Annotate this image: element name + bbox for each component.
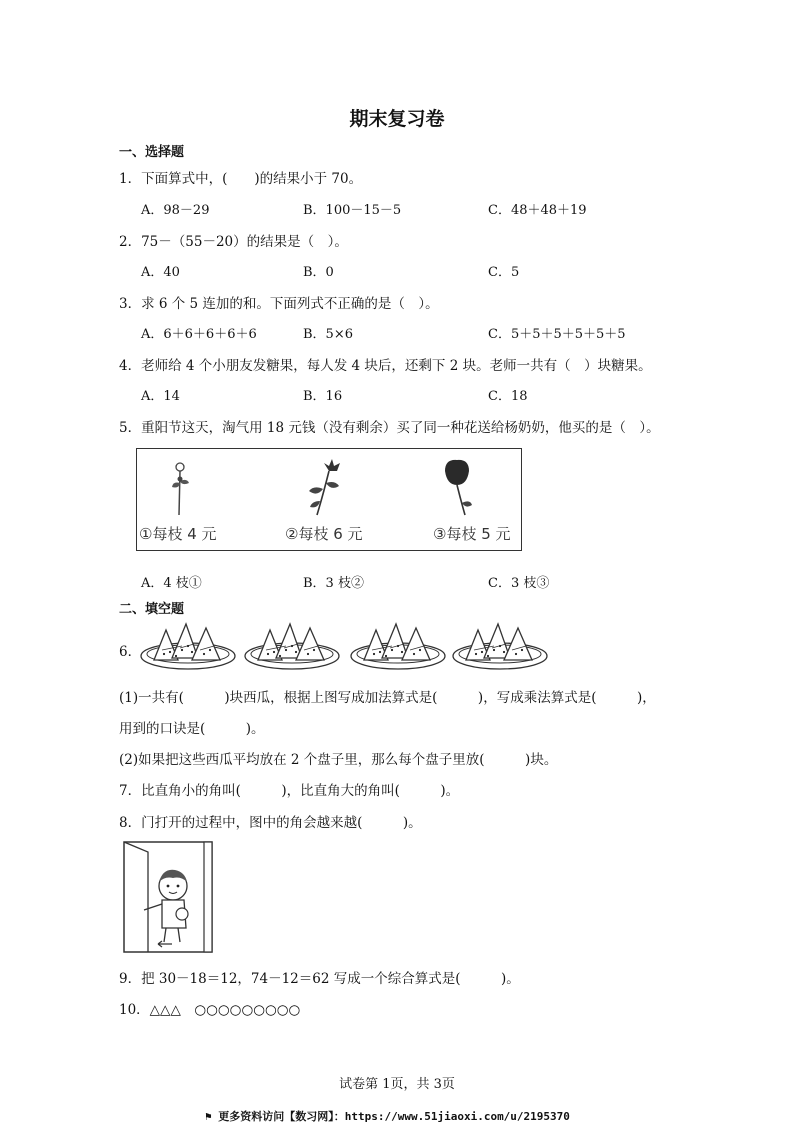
- watermelon-plates-figure: [140, 614, 560, 674]
- q5-option-a: A．4 枝①: [141, 576, 202, 591]
- flower-price-figure: [136, 448, 522, 551]
- flower-1-icon: [165, 459, 195, 517]
- question-5: 5．重阳节这天，淘气用 18 元钱（没有剩余）买了同一种花送给杨奶奶，他买的是（ ）。: [119, 420, 660, 436]
- flower-3-price-label: ③每枝 5 元: [433, 525, 511, 543]
- q2-option-c: C．5: [488, 265, 520, 280]
- flower-2-icon: [305, 457, 345, 517]
- q4-option-c: C．18: [488, 389, 528, 404]
- question-3: 3．求 6 个 5 连加的和。下面列式不正确的是（ ）。: [119, 296, 439, 312]
- question-4: 4．老师给 4 个小朋友发糖果，每人发 4 块后，还剩下 2 块。老师一共有（ ）块糖果。: [119, 358, 652, 374]
- question-10: 10．△△△ ○○○○○○○○○: [119, 1002, 301, 1018]
- watermelon-plate-3: [351, 624, 445, 669]
- watermelon-plate-2: [245, 624, 339, 669]
- q2-option-a: A．40: [141, 265, 180, 280]
- flower-3-icon: [439, 457, 475, 517]
- section-fill-heading: 二、填空题: [119, 602, 185, 617]
- section-choice-heading: 一、选择题: [119, 145, 185, 160]
- page-title: 期末复习卷: [349, 108, 445, 130]
- question-6-number: 6．: [119, 644, 142, 660]
- door-figure: [118, 838, 218, 956]
- question-8: 8．门打开的过程中，图中的角会越来越( )。: [119, 815, 422, 831]
- question-1: 1．下面算式中，( )的结果小于 70。: [119, 171, 363, 187]
- q3-option-c: C．5＋5＋5＋5＋5＋5: [488, 327, 626, 342]
- page-number-footer: 试卷第 1页，共 3页: [339, 1077, 455, 1092]
- q5-option-c: C．3 枝③: [488, 576, 550, 591]
- question-2: 2．75－（55－20）的结果是（ ）。: [119, 234, 348, 250]
- q3-option-a: A．6＋6＋6＋6＋6: [141, 327, 257, 342]
- q6-part2: (2)如果把这些西瓜平均放在 2 个盘子里，那么每个盘子里放( )块。: [119, 752, 558, 768]
- q4-option-a: A．14: [141, 389, 180, 404]
- watermelon-plate-4: [453, 624, 547, 669]
- question-7: 7．比直角小的角叫( )，比直角大的角叫( )。: [119, 783, 460, 799]
- question-9: 9．把 30－18＝12，74－12＝62 写成一个综合算式是( )。: [119, 971, 520, 987]
- q6-part1-line1: (1)一共有( )块西瓜，根据上图写成加法算式是( )，写成乘法算式是( )，: [119, 690, 656, 706]
- watermelon-plate-1: [141, 624, 235, 669]
- q5-option-b: B．3 枝②: [303, 576, 364, 591]
- q1-option-a: A．98－29: [141, 203, 210, 218]
- q1-option-c: C．48＋48＋19: [488, 203, 587, 218]
- q6-part1-line2: 用到的口诀是( )。: [119, 721, 265, 737]
- flower-2-price-label: ②每枝 6 元: [285, 525, 363, 543]
- resource-link[interactable]: ⚑ 更多资料访问【数习网】：https://www.51jiaoxi.com/u/2195370: [205, 1110, 570, 1123]
- q2-option-b: B．0: [303, 265, 334, 280]
- q3-option-b: B．5×6: [303, 327, 353, 342]
- flower-1-price-label: ①每枝 4 元: [139, 525, 217, 543]
- q1-option-b: B．100－15－5: [303, 203, 402, 218]
- q4-option-b: B．16: [303, 389, 343, 404]
